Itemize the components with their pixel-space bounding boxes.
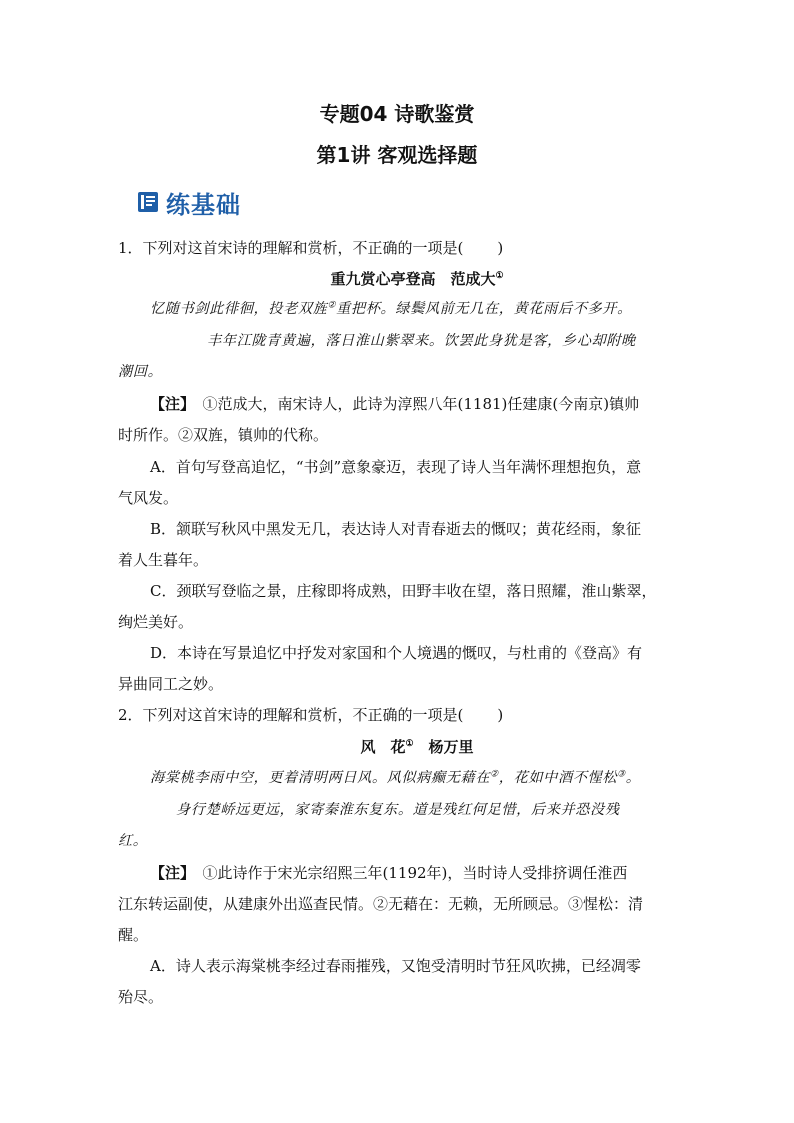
footnote-mark: ③ [617,769,626,780]
note-label: 【注】 [150,864,188,882]
poem-title-text: 重九赏心亭登高 范成大 [330,270,496,288]
note-1-line-2: 时所作。②双旌，镇帅的代称。 [118,426,329,444]
footnote-mark: ① [495,271,504,281]
poem-text: 重把杯。绿鬓风前无几在，黄花雨后不多开。 [336,301,632,317]
section-label: 练基础 [166,190,241,219]
option-1a-cont: 气风发。 [118,489,179,507]
question-2-stem [118,704,503,725]
note-1-line-1 [150,393,639,414]
poem-1-title [0,268,794,289]
poem-2-line-1 [150,767,641,787]
question-1-text: 1．下列对这首宋诗的理解和赏析，不正确的一项是( [118,239,464,257]
footnote-mark: ② [490,769,499,780]
option-2a: A．诗人表示海棠桃李经过春雨摧残，又饱受清明时节狂风吹拂，已经凋零 [150,957,641,975]
option-1c: C．颈联写登临之景，庄稼即将成熟，田野丰收在望，落日照耀，淮山紫翠， [150,582,657,600]
question-2-text: 2．下列对这首宋诗的理解和赏析，不正确的一项是( [118,706,464,724]
poem-text: ，花如中酒不惺松 [498,770,618,786]
page-title: 专题04 诗歌鉴赏 [319,102,475,126]
poem-text: 。 [625,770,641,786]
poem-2-title [0,736,794,757]
footnote-mark: ① [405,739,414,749]
option-1d-cont: 异曲同工之妙。 [118,675,224,693]
poem-1-line-1 [150,298,632,318]
option-1b-cont: 着人生暮年。 [118,551,209,569]
page-subtitle: 第1讲 客观选择题 [316,143,478,167]
option-1a: A．首句写登高追忆，“书剑”意象豪迈，表现了诗人当年满怀理想抱负，意 [150,458,642,476]
note-2-line-1 [150,862,627,883]
poem-author: 杨万里 [413,738,474,756]
paren-close: ) [497,239,504,257]
option-1d: D．本诗在写景追忆中抒发对家国和个人境遇的慨叹，与杜甫的《登高》有 [150,644,643,662]
question-1-stem [118,237,503,258]
note-text: ①此诗作于宋光宗绍熙三年(1192年)，当时诗人受排挤调任淮西 [202,864,628,882]
option-2a-cont: 殆尽。 [118,988,164,1006]
option-1c-cont: 绚烂美好。 [118,613,194,631]
note-label: 【注】 [150,395,188,413]
note-2-line-2: 江东转运副使，从建康外出巡查民情。②无藉在：无赖，无所顾忌。③惺松：清 [118,895,644,913]
poem-title-text: 风 花 [360,738,406,756]
option-1b: B．颔联写秋风中黑发无几，表达诗人对青春逝去的慨叹；黄花经雨，象征 [150,520,642,538]
note-text: ①范成大，南宋诗人，此诗为淳熙八年(1181)任建康(今南京)镇帅 [202,395,640,413]
section-heading [137,186,241,218]
poem-1-line-3: 潮回。 [118,364,163,380]
poem-text: 忆随书剑此徘徊，投老双旌 [150,301,328,317]
poem-2-line-2: 身行楚峤远更远，家寄秦淮东复东。道是残红何足惜，后来并恐没残 [176,802,620,818]
footnote-mark: ② [327,300,337,311]
paren-close: ) [497,706,504,724]
poem-text: 海棠桃李雨中空，更着清明两日风。风似病癫无藉在 [150,770,491,786]
poem-1-line-2: 丰年江陇青黄遍，落日淮山紫翠来。饮罢此身犹是客，乡心却附晚 [207,333,636,349]
poem-2-line-3: 红。 [118,833,148,849]
note-2-line-3: 醒。 [118,926,149,944]
book-icon [137,191,159,213]
